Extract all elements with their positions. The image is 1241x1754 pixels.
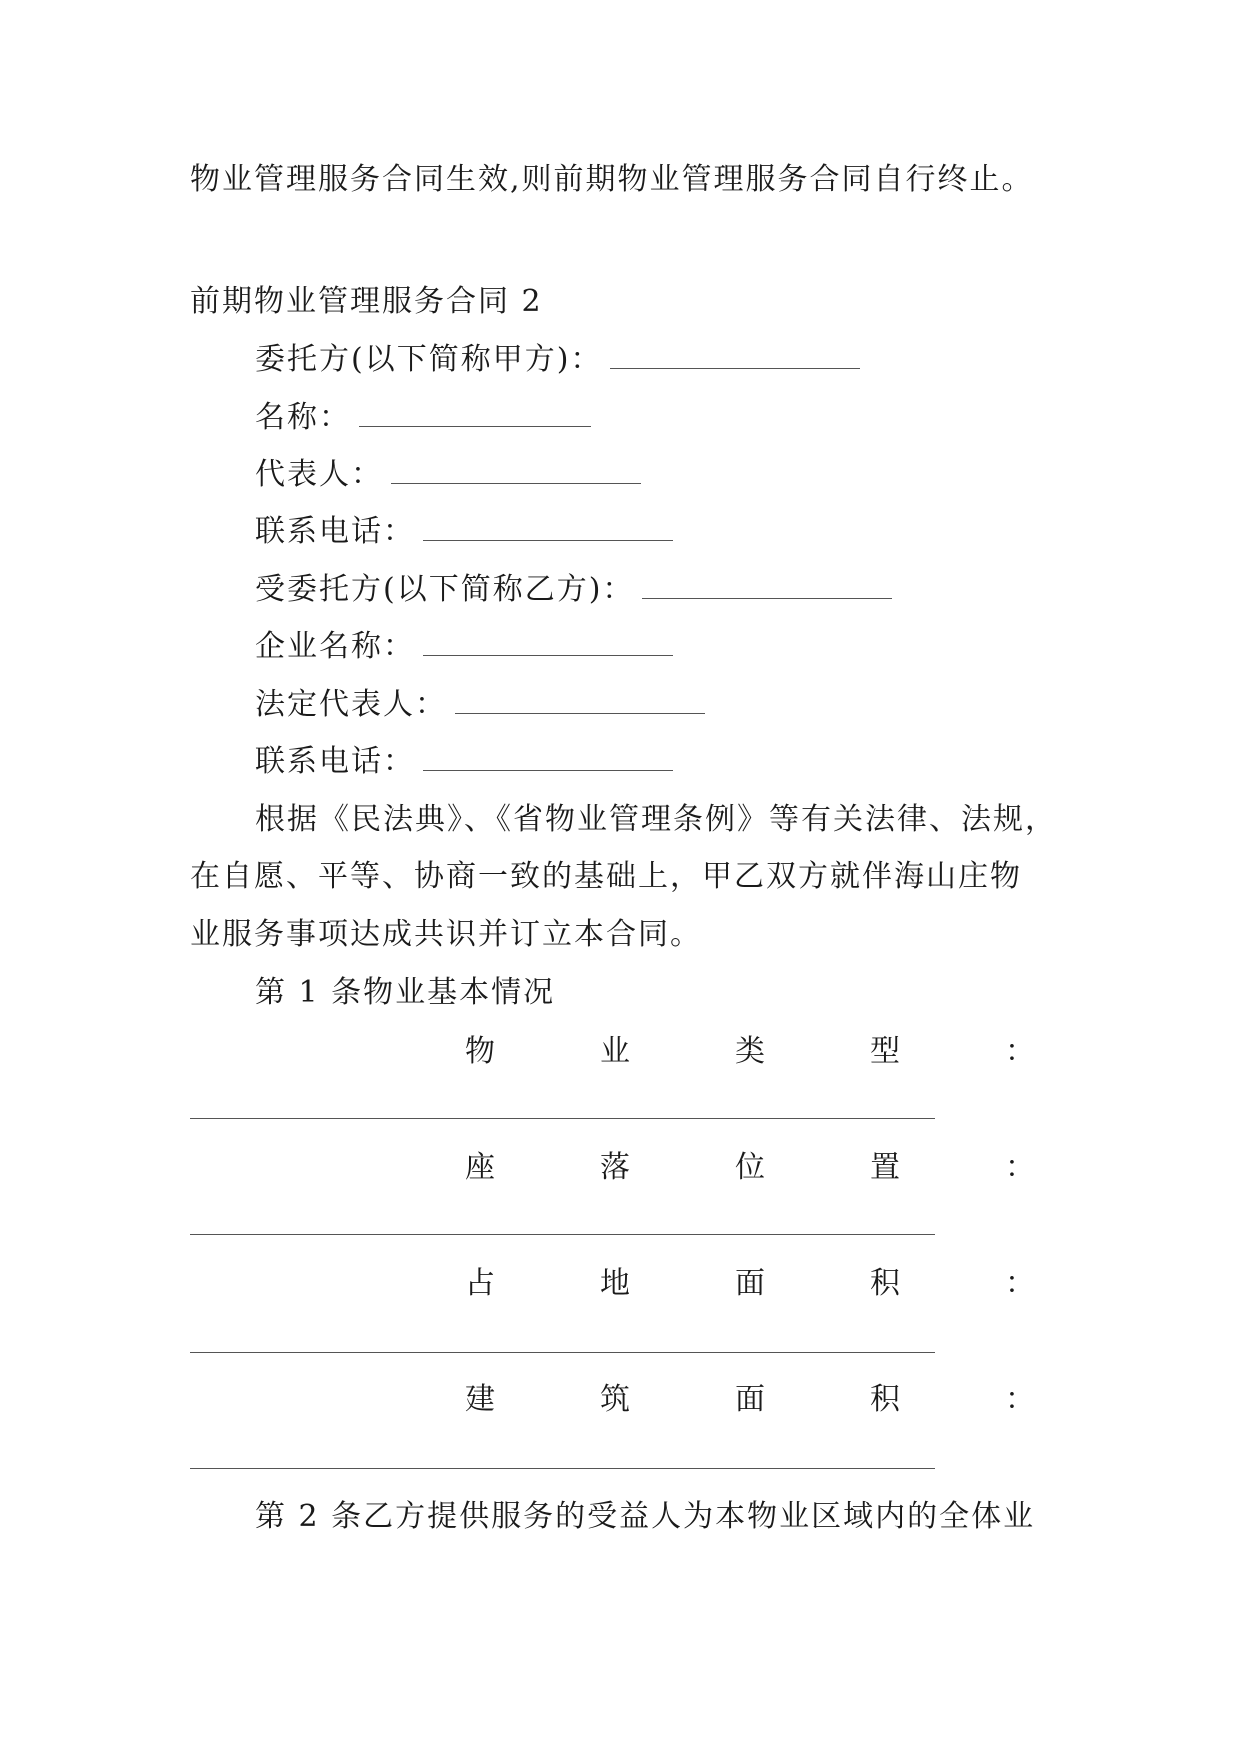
party-b-rep-blank <box>455 691 705 714</box>
party-b-phone-label: 联系电话： <box>255 744 415 779</box>
party-a-rep-label: 代表人： <box>255 457 383 492</box>
party-b-name-line <box>255 627 673 667</box>
field-char: 置 <box>870 1150 900 1185</box>
field-property-type-blank <box>190 1118 935 1119</box>
field-char: 业 <box>600 1034 630 1069</box>
field-char: 物 <box>465 1034 495 1069</box>
article-1-title: 第 1 条物业基本情况 <box>255 975 556 1010</box>
contract-title: 前期物业管理服务合同 2 <box>190 284 543 319</box>
party-b-heading-line <box>255 570 892 610</box>
field-char: 筑 <box>600 1382 630 1417</box>
field-char: 落 <box>600 1150 630 1185</box>
party-a-heading-line <box>255 340 860 380</box>
party-b-rep-label: 法定代表人： <box>255 687 447 722</box>
party-a-rep-blank <box>391 461 641 484</box>
preamble-line-3: 业服务事项达成共识并订立本合同。 <box>190 917 702 952</box>
article-2-text: 第 2 条乙方提供服务的受益人为本物业区域内的全体业 <box>255 1499 1036 1534</box>
field-char: 建 <box>465 1382 495 1417</box>
field-char: 座 <box>465 1150 495 1185</box>
party-a-blank <box>610 346 860 369</box>
party-a-phone-line <box>255 512 673 552</box>
field-char: 积 <box>870 1266 900 1301</box>
preamble-line-1: 根据《民法典》、《省物业管理条例》等有关法律、法规， <box>255 802 1057 837</box>
party-b-heading: 受委托方(以下简称乙方)： <box>255 572 635 607</box>
party-b-name-blank <box>423 633 673 656</box>
field-char: 面 <box>735 1382 765 1417</box>
field-char: 占 <box>465 1266 495 1301</box>
party-a-rep-line <box>255 455 641 495</box>
field-char: 地 <box>600 1266 630 1301</box>
party-a-phone-blank <box>423 518 673 541</box>
field-building-area <box>465 1380 1035 1420</box>
party-b-phone-blank <box>423 748 673 771</box>
field-location <box>465 1148 1035 1188</box>
field-char: ： <box>1005 1150 1035 1185</box>
field-char: ： <box>1005 1266 1035 1301</box>
field-char: 位 <box>735 1150 765 1185</box>
field-char: 面 <box>735 1266 765 1301</box>
party-a-name-blank <box>359 404 591 427</box>
preamble-line-2: 在自愿、平等、协商一致的基础上，甲乙双方就伴海山庄物 <box>190 859 1022 894</box>
field-location-blank <box>190 1234 935 1235</box>
field-char: 积 <box>870 1382 900 1417</box>
field-land-area <box>465 1264 1035 1304</box>
party-b-blank <box>642 576 892 599</box>
party-a-name-line <box>255 398 591 438</box>
field-land-area-blank <box>190 1352 935 1353</box>
field-char: 类 <box>735 1034 765 1069</box>
party-b-rep-line <box>255 685 705 725</box>
party-a-name-label: 名称： <box>255 400 351 435</box>
continuation-line: 物业管理服务合同生效,则前期物业管理服务合同自行终止。 <box>190 162 1034 197</box>
party-b-name-label: 企业名称： <box>255 629 415 664</box>
field-char: ： <box>1005 1034 1035 1069</box>
field-building-area-blank <box>190 1468 935 1469</box>
field-char: 型 <box>870 1034 900 1069</box>
party-b-phone-line <box>255 742 673 782</box>
field-property-type <box>465 1032 1035 1072</box>
field-char: ： <box>1005 1382 1035 1417</box>
party-a-heading: 委托方(以下简称甲方)： <box>255 342 603 377</box>
party-a-phone-label: 联系电话： <box>255 514 415 549</box>
